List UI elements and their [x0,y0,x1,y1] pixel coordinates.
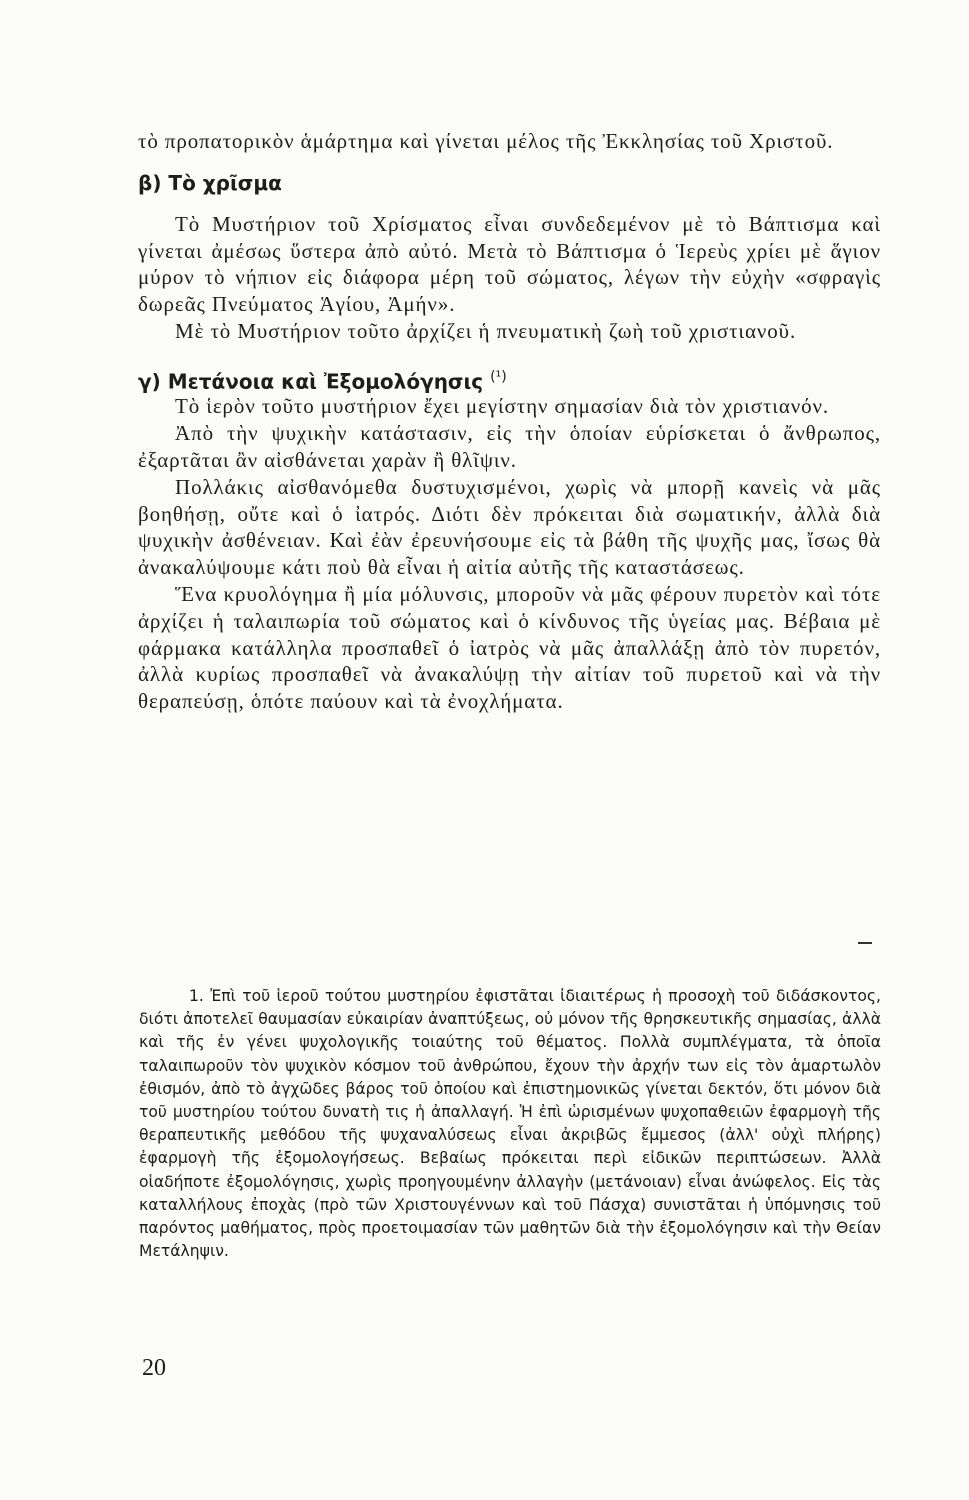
paragraph: Ἀπὸ τὴν ψυχικὴν κατάστασιν, εἰς τὴν ὁποίαν εὑρίσκεται ὁ ἄνθρωπος, ἐξαρτᾶται ἂν αἰσθάνεται χαρὰν ἢ θλῖψιν. [138,421,881,473]
section-heading-confession [138,369,881,394]
paragraph: Τὸ ἱερὸν τοῦτο μυστήριον ἔχει μεγίστην σημασίαν διὰ τὸν χριστιανόν. [175,394,830,419]
paragraph: Μὲ τὸ Μυστήριον τοῦτο ἀρχίζει ἡ πνευματικὴ ζωὴ τοῦ χριστιανοῦ. [175,318,797,343]
paragraph: Ἕνα κρυολόγημα ἢ μία μόλυνσις, μποροῦν νὰ μᾶς φέρουν πυρετὸν καὶ τότε ἀρχίζει ἡ ταλαιπωρία τοῦ σώματος καὶ ὁ κίνδυνος τῆς ὑγείας μας. Βέβαια μὲ φάρμακα κατάλληλα προσπαθεῖ ὁ ἰατρὸς νὰ μᾶς ἀπαλλάξῃ ἀπὸ τὸν πυρετόν, ἀλλὰ κυρίως προσπαθεῖ νὰ ἀνακαλύψῃ τὴν αἰτίαν τοῦ πυρετοῦ καὶ νὰ τὴν θεραπεύσῃ, ὁπότε παύουν καὶ τὰ ἐνοχλήματα. [138,582,881,714]
section-heading-chrism: β) Τὸ χρῖσμα [138,170,282,195]
paragraph: Πολλάκις αἰσθανόμεθα δυστυχισμένοι, χωρὶς νὰ μπορῇ κανεὶς νὰ μᾶς βοηθήσῃ, οὔτε καὶ ὁ ἰατρός. Διότι δὲν πρόκειται διὰ σωματικήν, ἀλλὰ διὰ ψυχικὴν ἀσθένειαν. Καὶ ἐὰν ἐρευνήσουμε εἰς τὰ βάθη τῆς ψυχῆς μας, ἴσως θὰ ἀνακαλύψουμε κάτι ποὺ θὰ εἶναι ἡ αἰτία αὐτῆς τῆς καταστάσεως. [138,474,881,580]
intro-paragraph: τὸ προπατορικὸν ἁμάρτημα καὶ γίνεται μέλος τῆς Ἐκκλησίας τοῦ Χριστοῦ. [138,129,834,153]
footnote-separator [858,942,872,944]
footnote: 1. Ἐπὶ τοῦ ἱεροῦ τούτου μυστηρίου ἐφιστᾶται ἰδιαιτέρως ἡ προσοχὴ τοῦ διδάσκοντος, διότι ἀποτελεῖ θαυμασίαν εὐκαιρίαν ἀναπτύξεως, οὐ μόνον τῆς θρησκευτικῆς σημασίας, ἀλλὰ καὶ τῆς ἐν γένει ψυχολογικῆς τοιαύτης τοῦ θέματος. Πολλὰ συμπλέγματα, τὰ ὁποῖα ταλαιπωροῦν τὸν ψυχικὸν κόσμον τοῦ ἀνθρώπου, ἔχουν τὴν ἀρχήν των εἰς τὸν ἁμαρτωλὸν ἐθισμόν, ἀπὸ τὸ ἀγχῶδες βάρος τοῦ ὁποίου καὶ ἐπιστημονικῶς γίνεται δεκτόν, ὅτι μόνον διὰ τοῦ μυστηρίου τούτου δυνατὴ τις ἡ ἀπαλλαγή. Ἡ ἐπὶ ὡρισμένων ψυχοπαθειῶν ἐφαρμογὴ τῆς θεραπευτικῆς μεθόδου τῆς ψυχαναλύσεως εἶναι ἀκριβῶς ἔμμεσος (ἀλλ' οὐχὶ πλήρης) ἐφαρμογὴ τῆς ἐξομολογήσεως. Βεβαίως πρόκειται περὶ εἰδικῶν περιπτώσεων. Ἀλλὰ οἱαδήποτε ἐξομολόγησις, χωρὶς προηγουμένην ἀλλαγὴν (μετάνοιαν) εἶναι ἀνώφελος. Εἰς τὰς καταλλήλους ἐποχὰς (πρὸ τῶν Χριστουγέννων καὶ τοῦ Πάσχα) συνιστᾶται ἡ ὑπόμνησις τοῦ παρόντος μαθήματος, πρὸς προετοιμασίαν τῶν μαθητῶν διὰ τὴν ἐξομολόγησιν καὶ τὴν Θείαν Μετάληψιν. [139,987,881,1261]
heading-text: γ) Μετάνοια καὶ Ἐξομολόγησις [138,369,484,394]
paragraph: Τὸ Μυστήριον τοῦ Χρίσματος εἶναι συνδεδεμένον μὲ τὸ Βάπτισμα καὶ γίνεται ἀμέσως ὕστερα ἀπὸ αὐτό. Μετὰ τὸ Βάπτισμα ὁ Ἱερεὺς χρίει μὲ ἅγιον μύρον τὸ νήπιον εἰς διάφορα μέρη τοῦ σώματος, λέγων τὴν εὐχὴν «σφραγὶς δωρεᾶς Πνεύματος Ἁγίου, Ἀμήν». [138,211,881,317]
footnote-reference: (¹) [490,368,507,385]
main-text [138,128,881,715]
page-number: 20 [142,1355,166,1381]
